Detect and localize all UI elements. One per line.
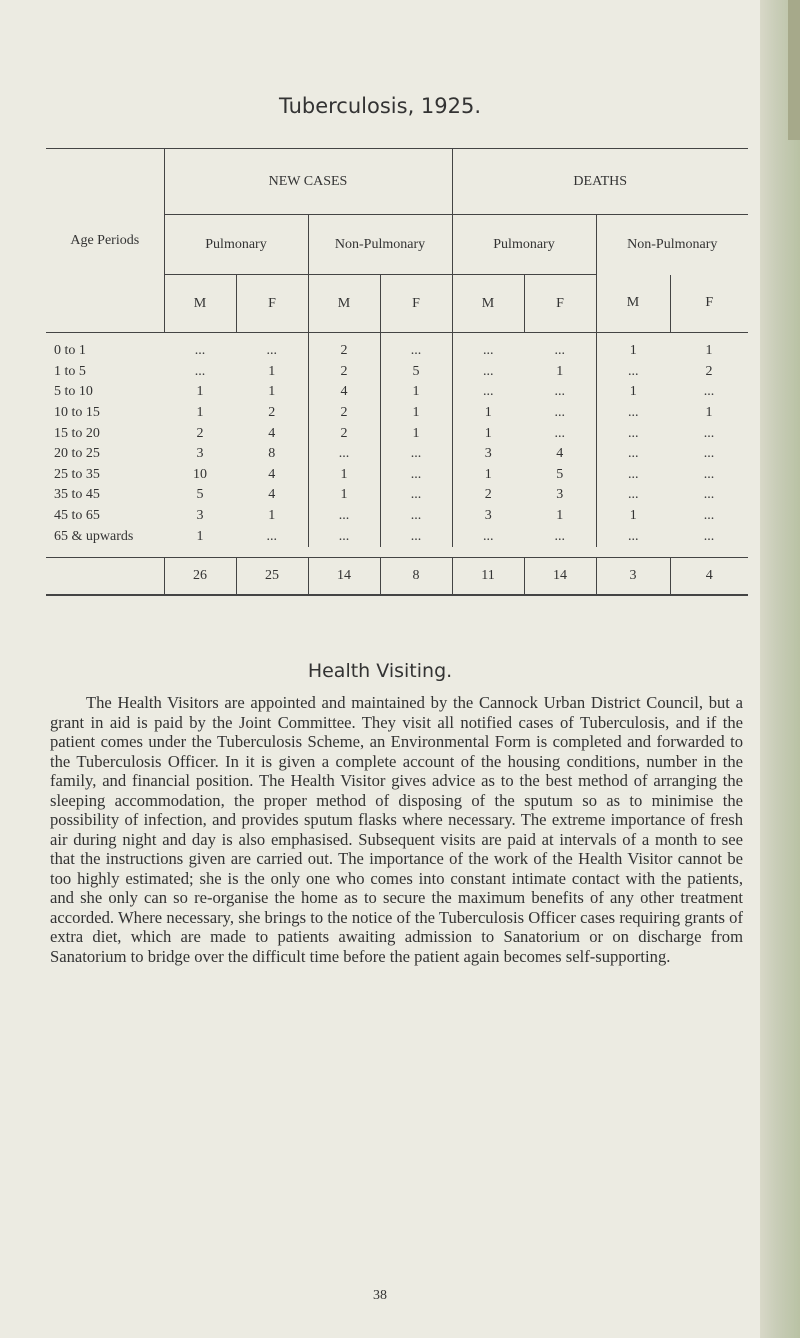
value-cell: ...	[194, 363, 206, 379]
totals-row	[46, 557, 748, 595]
value-cell: ...	[596, 465, 670, 486]
value-cell: ...	[452, 362, 524, 383]
table-row	[46, 362, 748, 383]
value-cell: ...	[452, 333, 524, 362]
value-cell: 3	[452, 506, 524, 527]
total-cell: 8	[380, 557, 452, 595]
total-cell: 26	[164, 557, 236, 595]
age-period-cell: 35 to 45	[54, 487, 100, 503]
value-cell: ...	[554, 384, 565, 400]
table-row	[46, 403, 748, 424]
total-cell: 25	[236, 557, 308, 595]
value-cell: 3	[556, 487, 564, 503]
value-cell: 2	[196, 425, 204, 441]
value-cell: 4	[268, 487, 276, 503]
value-cell: 1	[452, 423, 524, 444]
value-cell: 1	[705, 405, 713, 421]
value-cell: ...	[308, 526, 380, 547]
sex-header-m: M	[452, 275, 524, 333]
new-cases-header: NEW CASES	[164, 149, 452, 215]
value-cell: ...	[596, 526, 670, 547]
age-period-cell: 1 to 5	[54, 363, 86, 379]
age-period-cell: 25 to 35	[54, 466, 100, 482]
deaths-header: DEATHS	[452, 149, 748, 215]
value-cell: ...	[554, 528, 565, 544]
value-cell: 10	[193, 466, 207, 482]
table-row	[46, 444, 748, 465]
value-cell: ...	[194, 343, 206, 359]
value-cell: ...	[596, 362, 670, 383]
value-cell: ...	[703, 508, 715, 524]
value-cell: 1	[380, 423, 452, 444]
value-cell: 2	[268, 405, 276, 421]
value-cell: ...	[452, 382, 524, 403]
tuberculosis-table	[46, 148, 748, 596]
value-cell: 3	[196, 446, 204, 462]
deaths-non-pulmonary-header: Non-Pulmonary	[596, 215, 748, 275]
value-cell: ...	[596, 444, 670, 465]
value-cell: ...	[554, 425, 565, 441]
value-cell: ...	[596, 423, 670, 444]
value-cell: 2	[308, 403, 380, 424]
table-row	[46, 423, 748, 444]
value-cell: 5	[556, 466, 564, 482]
value-cell: 3	[452, 444, 524, 465]
value-cell: 1	[596, 506, 670, 527]
value-cell: 2	[308, 423, 380, 444]
table-row	[46, 465, 748, 486]
sex-header-m: M	[164, 275, 236, 333]
value-cell: ...	[308, 506, 380, 527]
value-cell: 5	[380, 362, 452, 383]
table-row	[46, 506, 748, 527]
value-cell: ...	[452, 526, 524, 547]
value-cell: 1	[705, 343, 713, 359]
value-cell: 1	[380, 382, 452, 403]
value-cell: 1	[196, 384, 204, 400]
value-cell: ...	[596, 485, 670, 506]
value-cell: ...	[380, 444, 452, 465]
value-cell: 4	[268, 425, 276, 441]
value-cell: ...	[380, 465, 452, 486]
value-cell: 1	[196, 528, 204, 544]
deaths-pulmonary-header: Pulmonary	[452, 215, 596, 275]
value-cell: 4	[308, 382, 380, 403]
sex-header-f: F	[380, 275, 452, 333]
value-cell: 1	[308, 465, 380, 486]
value-cell: ...	[554, 405, 565, 421]
value-cell: 5	[196, 487, 204, 503]
value-cell: ...	[380, 333, 452, 362]
total-cell: 14	[308, 557, 380, 595]
value-cell: ...	[554, 343, 565, 359]
page-number: 38	[373, 1288, 387, 1303]
value-cell: ...	[308, 444, 380, 465]
value-cell: ...	[703, 384, 715, 400]
value-cell: 1	[380, 403, 452, 424]
age-period-cell: 15 to 20	[54, 425, 100, 441]
age-period-cell: 20 to 25	[54, 446, 100, 462]
value-cell: 1	[596, 333, 670, 362]
age-period-cell: 10 to 15	[54, 405, 100, 421]
value-cell: ...	[703, 425, 715, 441]
sex-header-m: M	[596, 275, 670, 333]
value-cell: 1	[452, 403, 524, 424]
value-cell: 1	[268, 363, 276, 379]
total-cell: 14	[524, 557, 596, 595]
value-cell: ...	[380, 526, 452, 547]
age-periods-header: Age Periods	[46, 149, 164, 333]
total-cell: 11	[452, 557, 524, 595]
sex-header-f: F	[670, 275, 748, 333]
value-cell: ...	[703, 528, 715, 544]
age-period-cell: 45 to 65	[54, 508, 100, 524]
value-cell: 2	[308, 362, 380, 383]
value-cell: ...	[703, 446, 715, 462]
value-cell: 2	[452, 485, 524, 506]
health-visiting-heading: Health Visiting.	[307, 660, 453, 682]
value-cell: 1	[452, 465, 524, 486]
value-cell: 1	[196, 405, 204, 421]
table-row	[46, 485, 748, 506]
table-row	[46, 382, 748, 403]
sex-header-f: F	[524, 275, 596, 333]
value-cell: 1	[268, 508, 276, 524]
age-period-cell: 0 to 1	[54, 343, 86, 359]
total-cell: 4	[670, 557, 748, 595]
value-cell: 8	[268, 446, 276, 462]
age-period-cell: 65 & upwards	[54, 528, 134, 544]
value-cell: 1	[556, 508, 564, 524]
value-cell: 2	[705, 363, 713, 379]
value-cell: 1	[556, 363, 564, 379]
totals-label-cell	[46, 557, 164, 595]
value-cell: ...	[266, 343, 277, 359]
value-cell: 1	[268, 384, 276, 400]
page-title: Tuberculosis, 1925.	[278, 94, 482, 118]
value-cell: 4	[556, 446, 564, 462]
sex-header-f: F	[236, 275, 308, 333]
value-cell: 3	[196, 508, 204, 524]
table-row	[46, 333, 748, 362]
value-cell: ...	[380, 506, 452, 527]
value-cell: ...	[266, 528, 277, 544]
age-period-cell: 5 to 10	[54, 384, 93, 400]
spacer-cell	[46, 547, 748, 558]
page-edge-shadow	[788, 0, 800, 140]
spacer-row	[46, 547, 748, 558]
table-row	[46, 526, 748, 547]
value-cell: 1	[308, 485, 380, 506]
value-cell: 2	[308, 333, 380, 362]
value-cell: ...	[703, 487, 715, 503]
new-pulmonary-header: Pulmonary	[164, 215, 308, 275]
new-non-pulmonary-header: Non-Pulmonary	[308, 215, 452, 275]
total-cell: 3	[596, 557, 670, 595]
sex-header-m: M	[308, 275, 380, 333]
value-cell: 1	[596, 382, 670, 403]
value-cell: ...	[703, 466, 715, 482]
page-edge	[760, 0, 800, 1338]
value-cell: ...	[596, 403, 670, 424]
value-cell: ...	[380, 485, 452, 506]
value-cell: 4	[268, 466, 276, 482]
health-visiting-paragraph: The Health Visitors are appointed and maintained by the Cannock Urban District Council, but a grant in aid is paid by the Joint Committee. They visit all notified cases of Tuberculosis, and if the patient comes under the Tuberculosis Scheme, an Environmental Form is completed and forwarded to the Tuberculosis Officer. In it is given a complete account of the housing conditions, number in the family, and financial position. The Health Visitor gives advice as to the best method of arranging the sleeping accommodation, the proper method of disposing of the sputum so as to minimise the possibility of infection, and provides sputum flasks where necessary. The extreme importance of fresh air during night and day is also emphasised. Subsequent visits are paid at intervals of a month to see that the instructions given are carried out. The importance of the work of the Health Visitor cannot be too highly estimated; she is the only one who comes into constant intimate contact with the patients, and she only can so re-organise the home as to secure the maximum benefits of any other treatment accorded. Where necessary, she brings to the notice of the Tuberculosis Officer cases requiring grants of extra diet, which are made to patients awaiting admission to Sanatorium or on discharge from Sanatorium to bridge over the difficult time before the patient again becomes self-supporting.	[50, 693, 743, 966]
